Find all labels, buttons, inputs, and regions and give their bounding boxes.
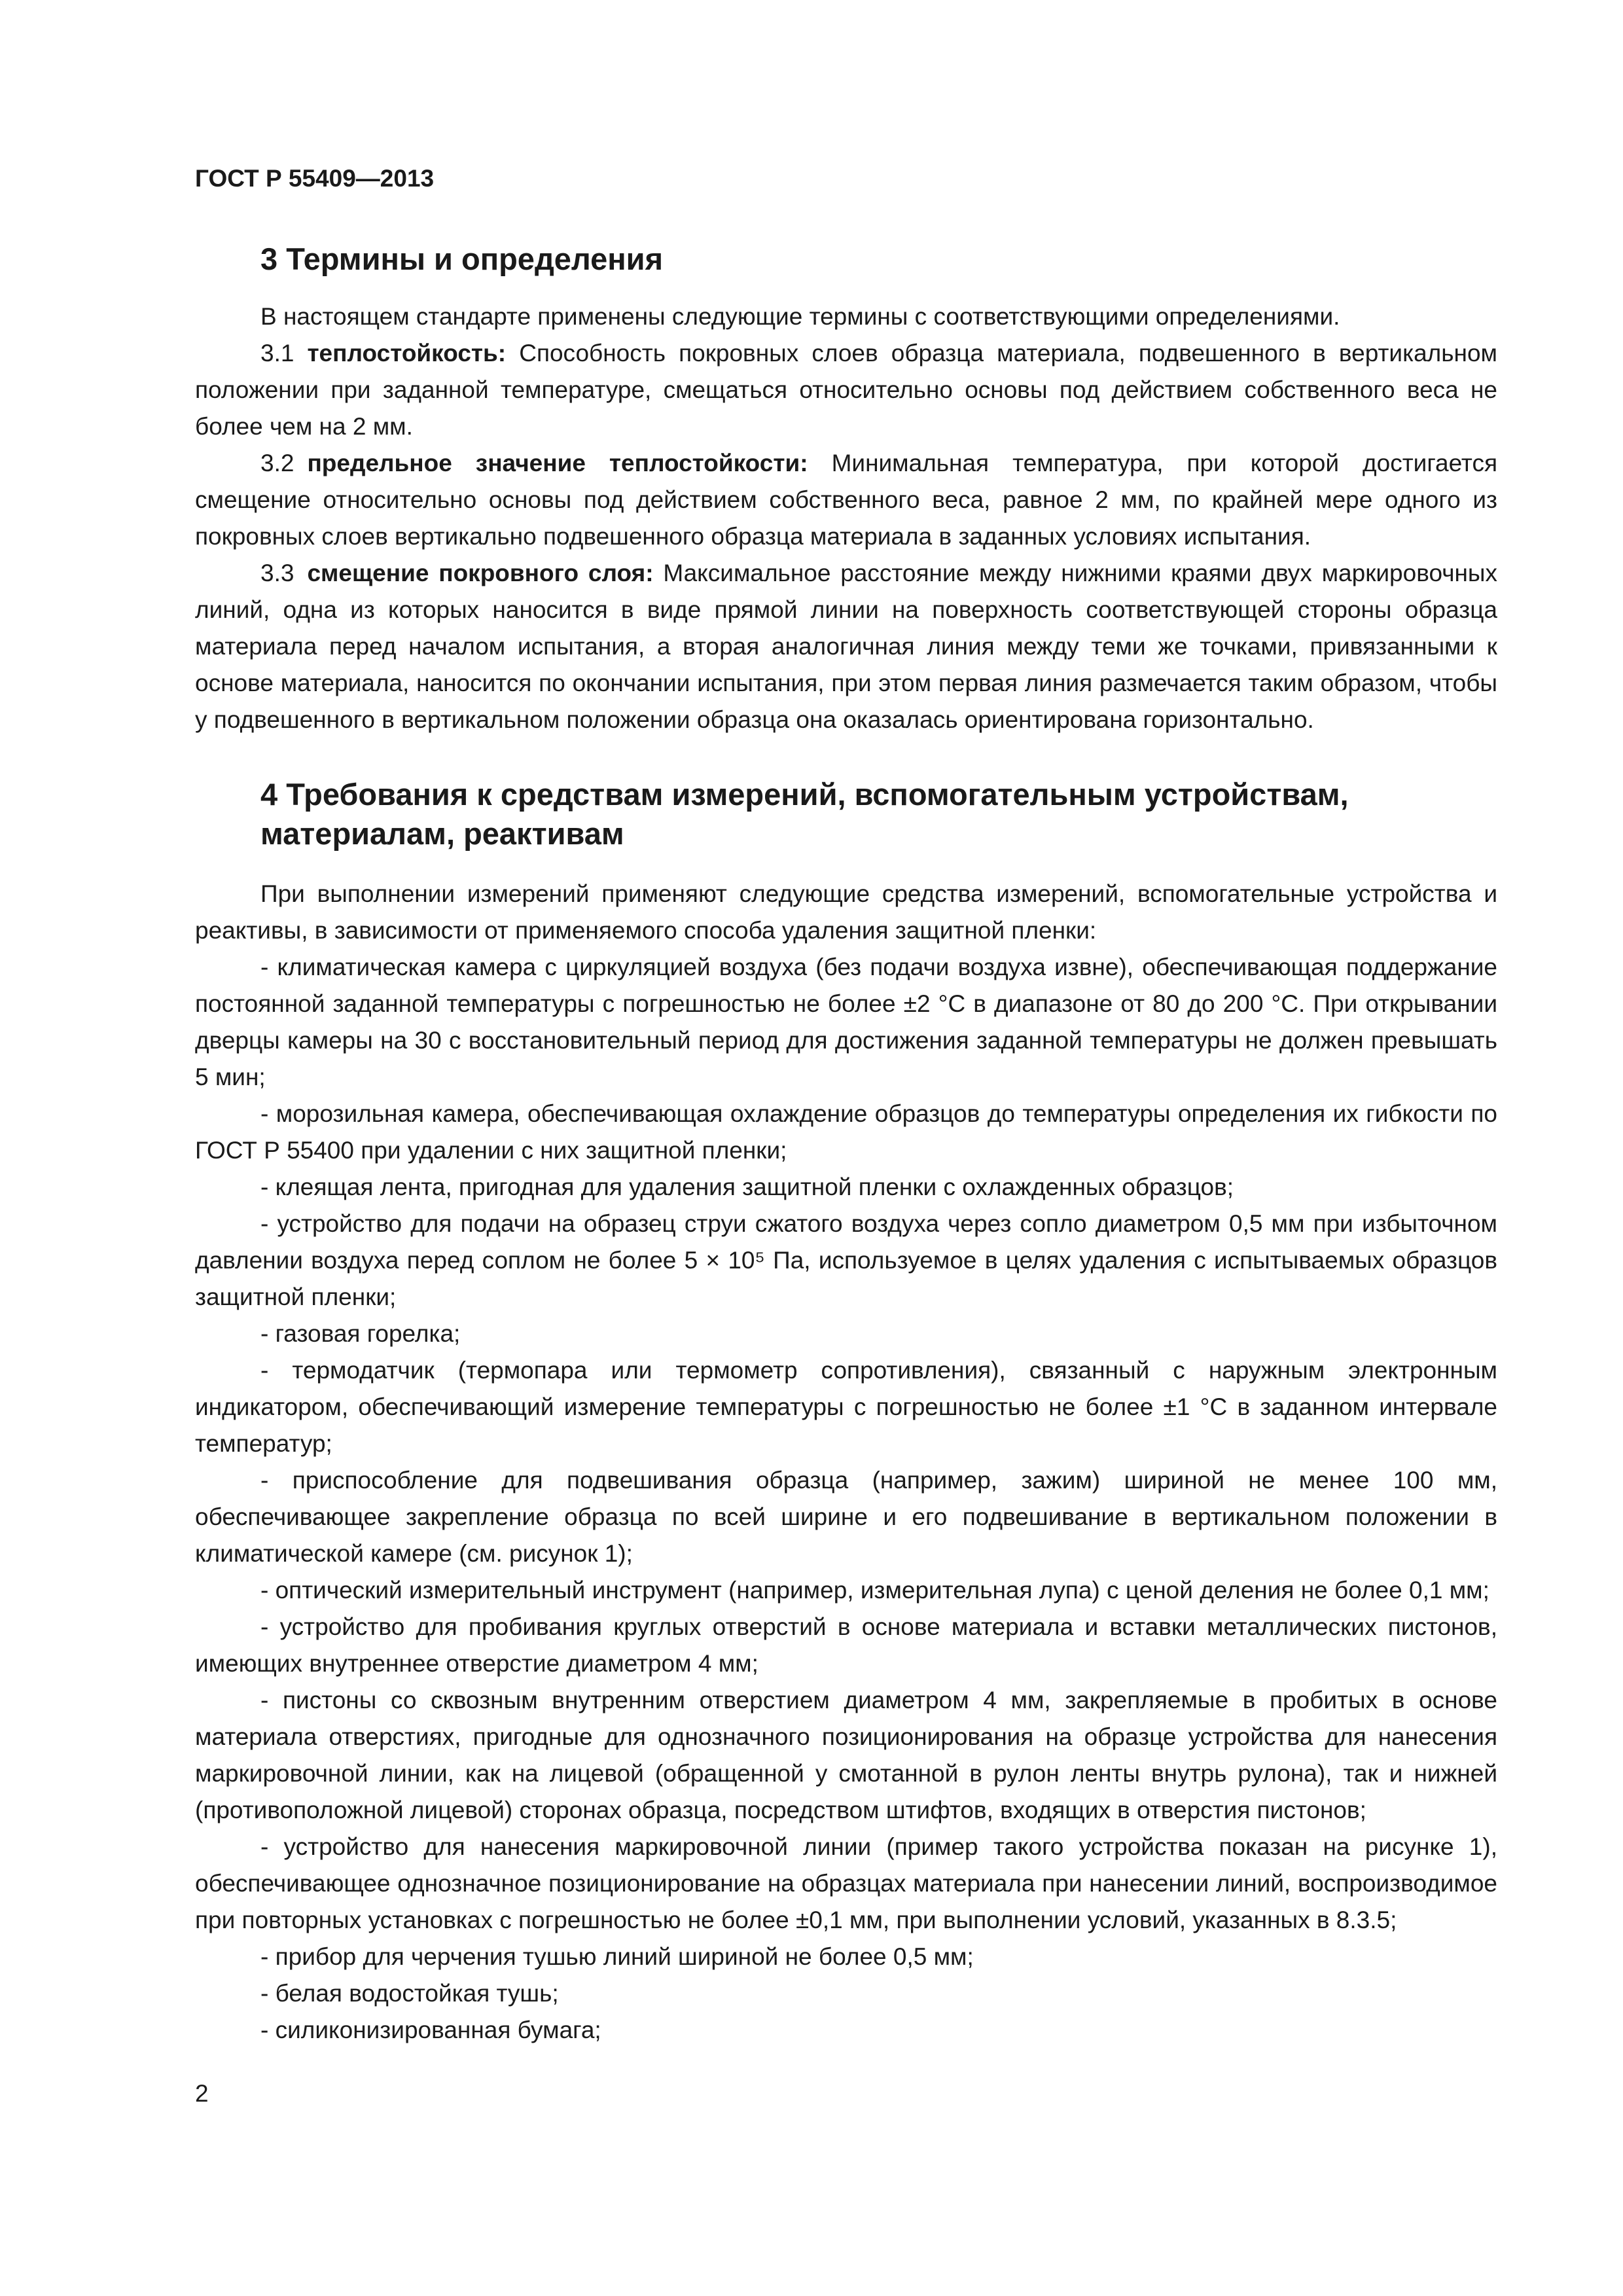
list-item-freezer: - морозильная камера, обеспечивающая охлаждение образцов до температуры определения их гибкости по ГОСТ Р 55400 при удалении с них защитной пленки; <box>195 1100 1497 1164</box>
term-definition: Способность покровных слоев образца материала, подвешенного в вертикальном положении при заданной температуре, смещаться относительно основы под действием собственного веса не более чем на 2 мм. <box>195 340 1497 440</box>
term-3-3 <box>195 555 1497 738</box>
section-3-heading: 3 Термины и определения <box>260 242 663 276</box>
list-item-marking-device: - устройство для нанесения маркировочной линии (пример такого устройства показан на рисунке 1), обеспечивающее однозначное позиционирование на образцах материала при нанесении линий, воспроизводимое при повторных установках с погрешностью не более ±0,1 мм, при выполнении условий, указанных в 8.3.5; <box>195 1833 1497 1933</box>
term-number: 3.1 <box>260 340 294 367</box>
list-item-white-ink: - белая водостойкая тушь; <box>260 1980 559 2007</box>
section-4-intro: При выполнении измерений применяют следующие средства измерений, вспомогательные устройства и реактивы, в зависимости от применяемого способа удаления защитной пленки: <box>195 880 1497 944</box>
term-number: 3.3 <box>260 560 294 586</box>
list-item-adhesive-tape: - клеящая лента, пригодная для удаления защитной пленки с охлажденных образцов; <box>260 1174 1234 1200</box>
list-item-sample-holder: - приспособление для подвешивания образца (например, зажим) шириной не менее 100 мм, обеспечивающее закрепление образца по всей ширине и его подвешивание в вертикальном положении в климатической камере (см. рисунок 1); <box>195 1467 1497 1567</box>
list-item-silicone-paper: - силиконизированная бумага; <box>260 2017 601 2043</box>
term-3-1 <box>195 335 1497 445</box>
term-3-2 <box>195 445 1497 555</box>
list-item-air-jet-device: - устройство для подачи на образец струи сжатого воздуха через сопло диаметром 0,5 мм при избыточном давлении воздуха перед соплом не более 5 × 10⁵ Па, используемое в целях удаления с испытываемых образцов защитной пленки; <box>195 1210 1497 1310</box>
list-item-punching-device: - устройство для пробивания круглых отверстий в основе материала и вставки металлических пистонов, имеющих внутреннее отверстие диаметром 4 мм; <box>195 1613 1497 1677</box>
section-3-intro: В настоящем стандарте применены следующие термины с соответствующими определениями. <box>260 303 1340 330</box>
section-4-heading: 4 Требования к средствам измерений, вспомогательным устройствам, материалам, реактивам <box>260 777 1349 851</box>
term-title: смещение покровного слоя: <box>307 560 654 586</box>
list-item-optical-instrument: - оптический измерительный инструмент (например, измерительная лупа) с ценой деления не более 0,1 мм; <box>260 1577 1489 1604</box>
list-item-temperature-sensor: - термодатчик (термопара или термометр сопротивления), связанный с наружным электронным индикатором, обеспечивающий измерение температуры с погрешностью не более ±1 °С в заданном интервале температур; <box>195 1357 1497 1457</box>
page-number: 2 <box>195 2080 209 2107</box>
list-item-ink-pen: - прибор для черчения тушью линий шириной не более 0,5 мм; <box>260 1943 974 1970</box>
list-item-climate-chamber: - климатическая камера с циркуляцией воздуха (без подачи воздуха извне), обеспечивающая поддержание постоянной заданной температуры с погрешностью не более ±2 °С в диапазоне от 80 до 200 °С. При открывании дверцы камеры на 30 с восстановительный период для достижения заданной температуры не должен превышать 5 мин; <box>195 954 1497 1090</box>
term-title: теплостойкость: <box>307 340 507 367</box>
term-title: предельное значение теплостойкости: <box>307 450 808 476</box>
term-number: 3.2 <box>260 450 294 476</box>
term-definition: Минимальная температура, при которой достигается смещение относительно основы под действием собственного веса, равное 2 мм, по крайней мере одного из покровных слоев вертикально подвешенного образца материала в заданных условиях испытания. <box>195 450 1498 550</box>
term-definition: Максимальное расстояние между нижними краями двух маркировочных линий, одна из которых наносится в виде прямой линии на поверхность соответствующей стороны образца материала перед началом испытания, а вторая аналогичная линия между теми же точками, привязанными к основе материала, наносится по окончании испытания, при этом первая линия размечается таким образом, чтобы у подвешенного в вертикальном положении образца она оказалась ориентирована горизонтально. <box>195 560 1498 733</box>
list-item-gas-burner: - газовая горелка; <box>260 1320 461 1347</box>
document-body <box>195 240 1497 2049</box>
document-header: ГОСТ Р 55409—2013 <box>195 165 435 192</box>
list-item-grommets: - пистоны со сквозным внутренним отверстием диаметром 4 мм, закрепляемые в пробитых в основе материала отверстиях, пригодные для однозначного позиционирования на образце устройства для нанесения маркировочной линии, как на лицевой (обращенной у смотанной в рулон ленты внутрь рулона), так и нижней (противоположной лицевой) сторонах образца, посредством штифтов, входящих в отверстия пистонов; <box>195 1687 1497 1823</box>
